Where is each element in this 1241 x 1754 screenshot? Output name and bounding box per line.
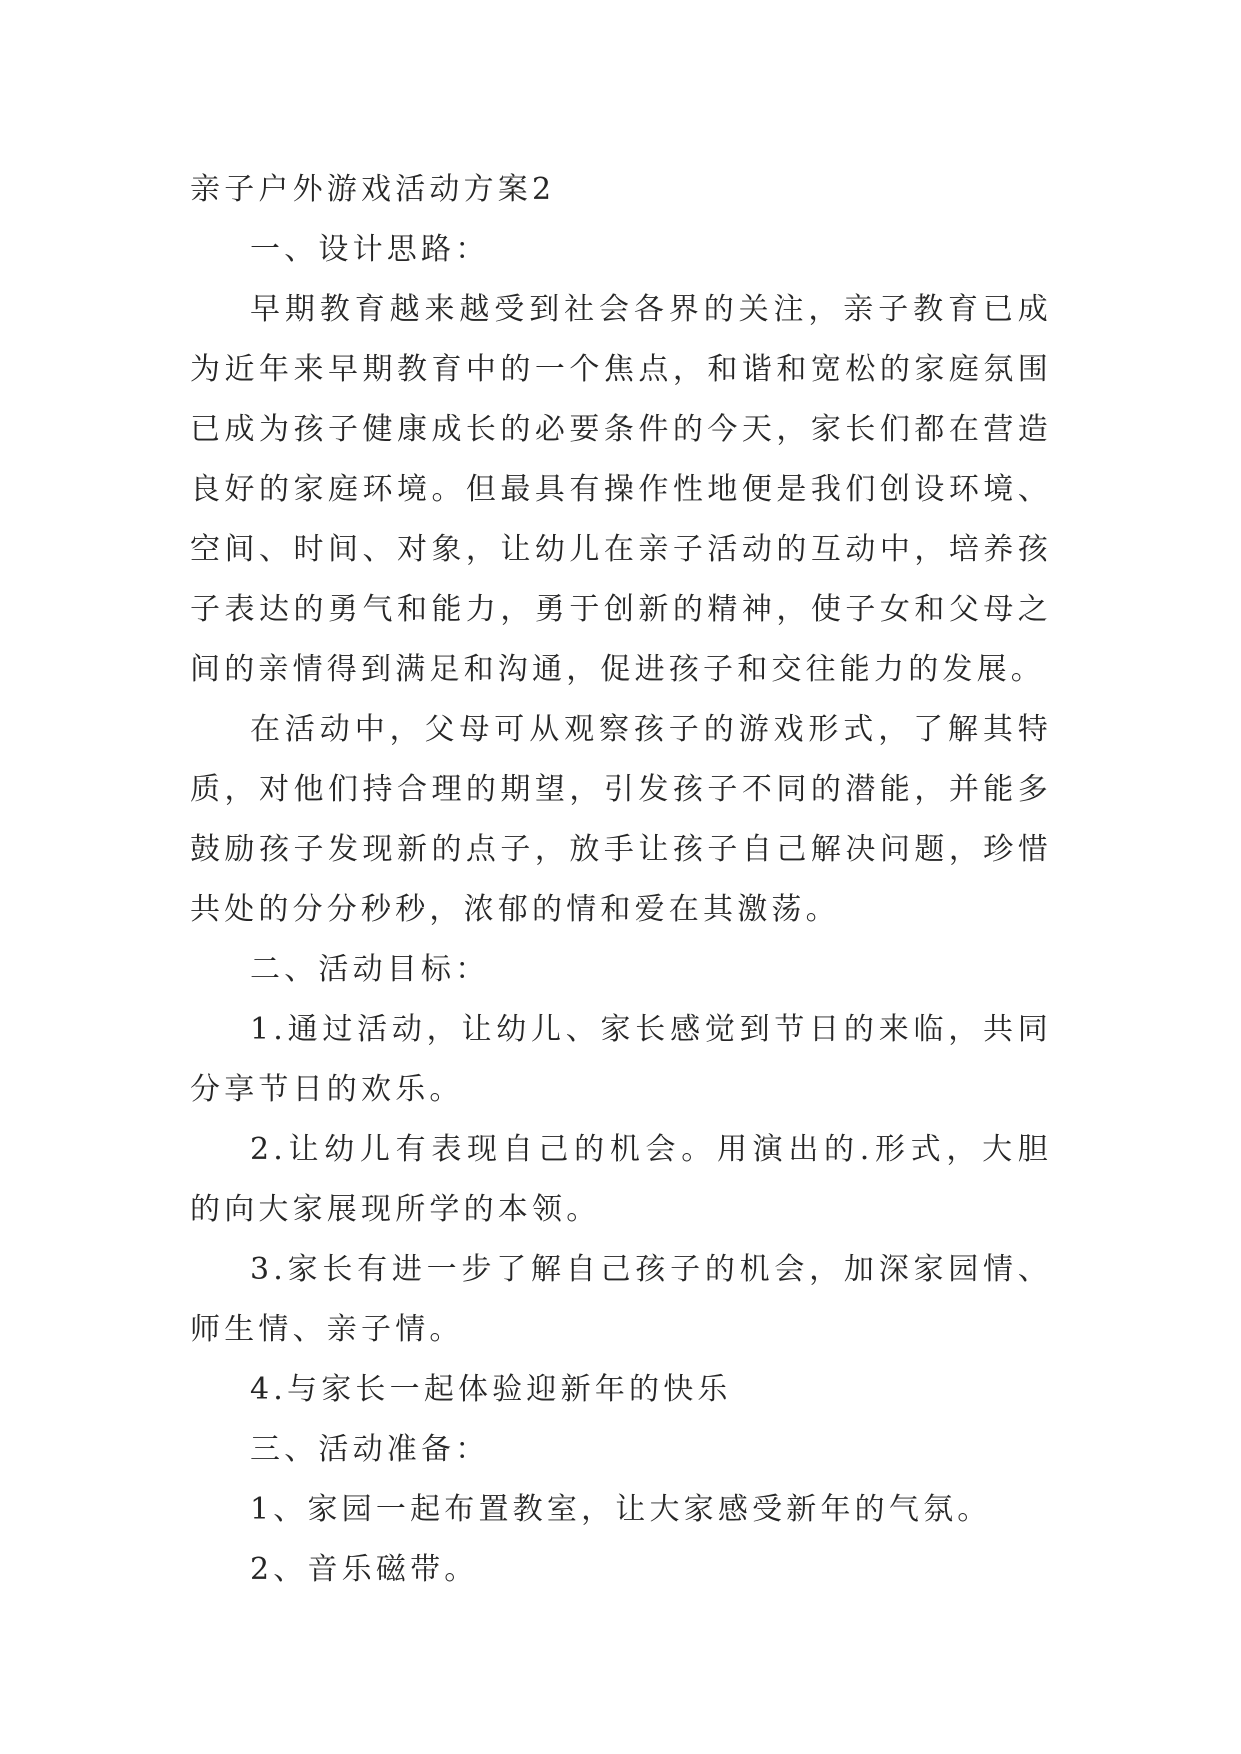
goal-item-1: 1.通过活动，让幼儿、家长感觉到节日的来临，共同分享节日的欢乐。 [190, 1012, 1052, 1107]
document-body [190, 160, 1052, 1600]
preparation-item-1: 1、家园一起布置教室，让大家感受新年的气氛。 [250, 1492, 992, 1527]
preparation-item-2: 2、音乐磁带。 [250, 1552, 479, 1587]
section-heading-goals: 二、活动目标： [250, 952, 490, 987]
section-heading-design: 一、设计思路： [250, 232, 490, 267]
document-title: 亲子户外游戏活动方案2 [190, 172, 556, 207]
goal-item-2: 2.让幼儿有表现自己的机会。用演出的.形式，大胆的向大家展现所学的本领。 [190, 1132, 1052, 1227]
paragraph-design-2: 在活动中，父母可从观察孩子的游戏形式，了解其特质，对他们持合理的期望，引发孩子不同的潜能，并能多鼓励孩子发现新的点子，放手让孩子自己解决问题，珍惜共处的分分秒秒，浓郁的情和爱在其激荡。 [190, 712, 1052, 927]
goal-item-3: 3.家长有进一步了解自己孩子的机会，加深家园情、师生情、亲子情。 [190, 1252, 1052, 1347]
section-heading-preparation: 三、活动准备： [250, 1432, 490, 1467]
paragraph-design-1: 早期教育越来越受到社会各界的关注，亲子教育已成为近年来早期教育中的一个焦点，和谐和宽松的家庭氛围已成为孩子健康成长的必要条件的今天，家长们都在营造良好的家庭环境。但最具有操作性地便是我们创设环境、空间、时间、对象，让幼儿在亲子活动的互动中，培养孩子表达的勇气和能力，勇于创新的精神，使子女和父母之间的亲情得到满足和沟通，促进孩子和交往能力的发展。 [190, 292, 1052, 687]
goal-item-4: 4.与家长一起体验迎新年的快乐 [250, 1372, 732, 1407]
